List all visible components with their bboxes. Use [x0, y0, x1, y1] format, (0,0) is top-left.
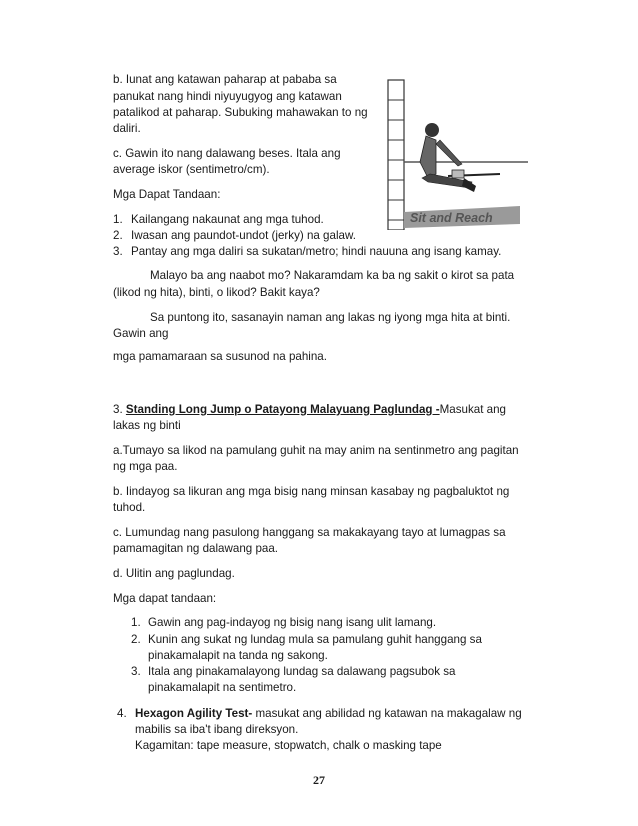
sit-reach-reminder-3 [113, 244, 501, 260]
reminder-number: 2. [131, 633, 141, 646]
sit-reach-b-line-3: patalikod at paharap. Subuking mahawakan to ng [113, 106, 368, 119]
long-jump-heading [113, 402, 506, 418]
sit-reach-c-line-1: c. Gawin ito nang dalawang beses. Itala ang [113, 147, 341, 160]
reminder-number: 3. [113, 245, 123, 258]
long-jump-title: Standing Long Jump o Patayong Malayuang Paglundag - [125, 403, 440, 416]
sit-and-reach-illustration [370, 78, 528, 230]
question-line-1: Malayo ba ang naabot mo? Nakaramdam ka ba ng sakit o kirot sa pata [150, 269, 515, 282]
reminder-text: Itala ang pinakamalayong lundag sa dalawang pagsubok sa [148, 665, 456, 678]
long-jump-reminder-1 [131, 615, 436, 631]
reminder-number: 1. [113, 213, 123, 226]
long-jump-b-line-2: tuhod. [113, 501, 146, 514]
long-jump-reminder-2 [131, 632, 482, 648]
page-number: 27 [313, 773, 325, 787]
next-line-2: Gawin ang [113, 327, 169, 340]
sit-reach-b-line-2: panukat nang hindi niyuyugyog ang katawan [113, 90, 342, 103]
question-line-2: (likod ng hita), binti, o likod? Bakit kaya? [113, 286, 320, 299]
long-jump-a-line-1: a.Tumayo sa likod na pamulang guhit na may anim na sentinmetro ang pagitan [113, 444, 519, 457]
next-line-1: Sa puntong ito, sasanayin naman ang lakas ng iyong mga hita at binti. [150, 311, 511, 324]
hexagon-title: Hexagon Agility Test- [135, 707, 253, 720]
long-jump-b-line-1: b. Iindayog sa likuran ang mga bisig nang minsan kasabay ng pagbaluktot ng [113, 485, 510, 498]
long-jump-reminder-3-cont: pinakamalapit na sentimetro. [148, 681, 297, 694]
hexagon-line-2: mabilis sa iba't ibang direksyon. [135, 723, 299, 736]
reminder-text: Iwasan ang paundot-undot (jerky) na galaw. [131, 229, 356, 242]
sit-reach-b-line-4: daliri. [113, 122, 141, 135]
long-jump-reminder-3 [131, 664, 455, 680]
long-jump-desc: Masukat ang [439, 403, 506, 416]
reminder-number: 1. [131, 616, 141, 629]
reminder-text: Pantay ang mga daliri sa sukatan/metro; hindi nauuna ang isang kamay. [131, 245, 502, 258]
hexagon-number: 4. [117, 707, 127, 720]
sit-reach-reminders-heading: Mga Dapat Tandaan: [113, 188, 221, 201]
long-jump-a-line-2: ng mga paa. [113, 460, 178, 473]
next-line-3: mga pamamaraan sa susunod na pahina. [113, 350, 327, 363]
long-jump-number: 3. [113, 403, 123, 416]
reminder-number: 3. [131, 665, 141, 678]
long-jump-c-line-1: c. Lumundag nang pasulong hanggang sa makakayang tayo at lumagpas sa [113, 526, 506, 539]
reminder-number: 2. [113, 229, 123, 242]
hexagon-heading [117, 706, 522, 722]
long-jump-reminder-2-cont: pinakamalapit na tanda ng sakong. [148, 649, 328, 662]
long-jump-desc-line-2: lakas ng binti [113, 419, 181, 432]
long-jump-reminders-heading: Mga dapat tandaan: [113, 592, 217, 605]
long-jump-c-line-2: pamamagitan ng dalawang paa. [113, 542, 279, 555]
hexagon-line-3: Kagamitan: tape measure, stopwatch, chalk o masking tape [135, 739, 442, 752]
hexagon-desc: masukat ang abilidad ng katawan na makagalaw ng [252, 707, 522, 720]
sit-reach-reminder-2 [113, 228, 356, 244]
long-jump-d-line: d. Ulitin ang paglundag. [113, 567, 235, 580]
reminder-text: Kailangang nakaunat ang mga tuhod. [131, 213, 324, 226]
reminder-text: Gawin ang pag-indayog ng bisig nang isang ulit lamang. [148, 616, 437, 629]
figure-caption: Sit and Reach [410, 211, 493, 225]
sit-reach-reminder-1 [113, 212, 324, 228]
reminder-text: Kunin ang sukat ng lundag mula sa pamulang guhit hanggang sa [148, 633, 482, 646]
sit-reach-c-line-2: average iskor (sentimetro/cm). [113, 163, 270, 176]
sit-reach-b-line-1: b. Iunat ang katawan paharap at pababa sa [113, 73, 337, 86]
